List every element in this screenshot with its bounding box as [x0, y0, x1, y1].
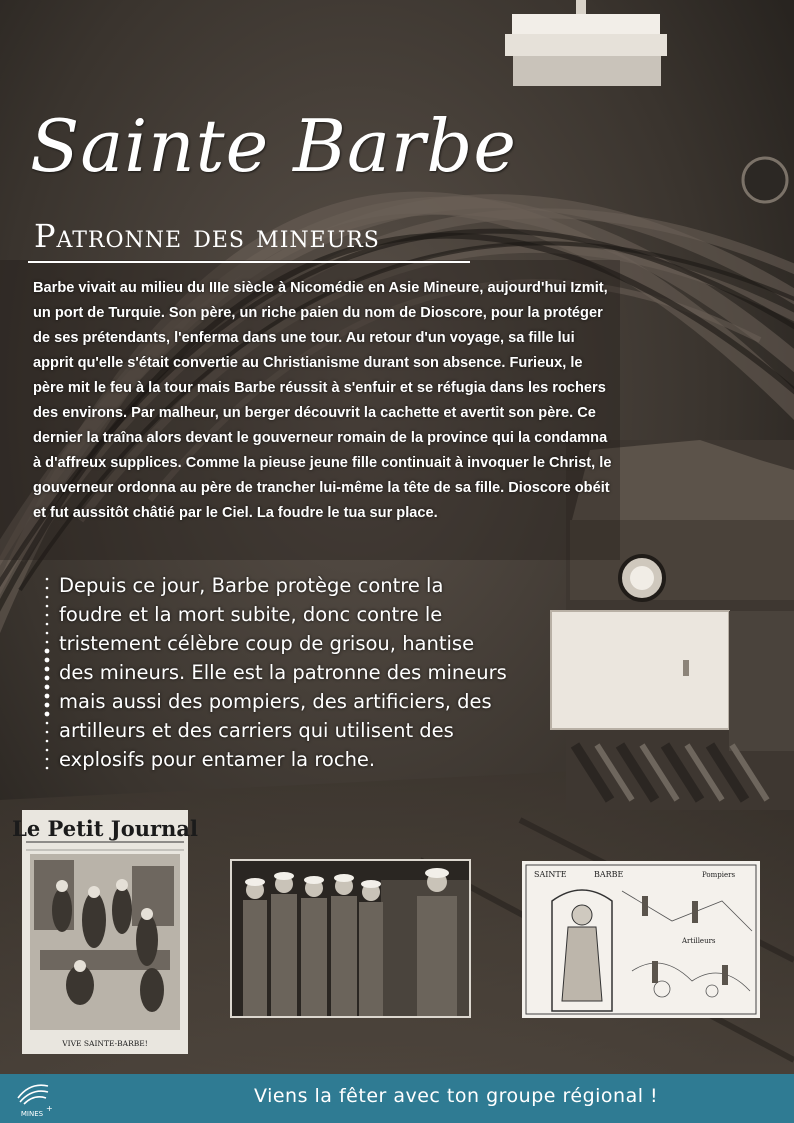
engraving-label-pompiers: Pompiers [702, 871, 736, 879]
engraving-label-artilleurs: Artilleurs [682, 937, 716, 945]
intro-paragraph: Barbe vivait au milieu du IIIe siècle à Nicomédie en Asie Mineure, aujourd'hui Izmit, un port de Turquie. Son père, un riche paien du nom de Dioscore, pour la protéger de ses prétendants, l'enferma dans une tour. Au retour d'un voyage, sa fille lui apprit qu'elle s'était convertie au Christianisme durant son absence. Furieux, le père mit le feu à la tour mais Barbe réussit à s'enfuir et se réfugia dans les rochers des environs. Par malheur, un berger découvrit la cachette et avertit son père. Ce dernier la traîna alors devant le gouverneur romain de la province qui la condamna à d'affreux supplices. Comme la pieuse jeune fille continuait à invoquer le Christ, le gouverneur ordonna au père de trancher lui-même la tête de sa fille. Dioscore obéit et fut aussitôt châtié par le Ciel. La foudre le tua sur place. [33, 280, 612, 521]
page-title: Sainte Barbe [30, 104, 518, 188]
engraving-label-barbe: BARBE [594, 870, 624, 879]
logo-text: MINES [20, 1110, 44, 1118]
newspaper-caption: VIVE SAINTE-BARBE! [62, 1039, 148, 1048]
footer-text: Viens la fêter avec ton groupe régional ! [254, 1085, 659, 1107]
engraving-label-sainte: SAINTE [534, 870, 567, 879]
page-subtitle: Patronne des mineurs [34, 217, 380, 255]
newspaper-cover-image [12, 810, 198, 1054]
newspaper-masthead: Le Petit Journal [12, 816, 198, 841]
mines-logo [10, 1078, 54, 1120]
subtitle-underline [28, 261, 470, 263]
svg-text:+: + [46, 1104, 53, 1113]
sainte-barbe-engraving [522, 861, 760, 1018]
miners-group-photo [231, 860, 470, 1017]
quote-paragraph: Depuis ce jour, Barbe protège contre la foudre et la mort subite, donc contre le tristement célèbre coup de grisou, hantise des mineurs. Elle est la patronne des mineurs mais aussi des pompiers, des artificiers, des artilleurs et des carriers qui utilisent des explosifs pour entamer la roche. [59, 574, 507, 771]
dotted-divider [44, 575, 50, 775]
